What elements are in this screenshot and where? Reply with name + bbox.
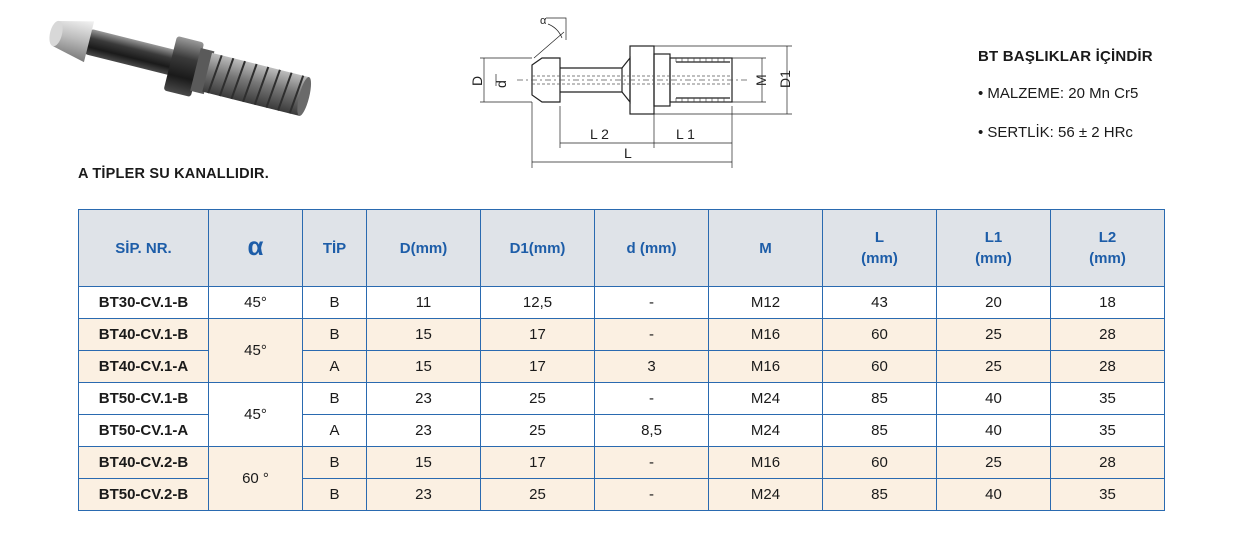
header-d: d (mm) [595, 210, 709, 287]
cell-tip: B [303, 319, 367, 351]
header-tip: TİP [303, 210, 367, 287]
cell-L1: 25 [937, 319, 1051, 351]
L2-label: L 2 [590, 126, 609, 142]
d-label: d [493, 80, 509, 88]
cell-L2: 18 [1051, 287, 1165, 319]
info-heading: BT BAŞLIKLAR İÇİNDİR [978, 48, 1153, 65]
table-row [79, 287, 1165, 319]
cell-D: 23 [367, 415, 481, 447]
header-sip-nr: SİP. NR. [79, 210, 209, 287]
cell-d: - [595, 319, 709, 351]
cell-L2: 35 [1051, 415, 1165, 447]
cell-d: - [595, 383, 709, 415]
cell-M: M16 [709, 447, 823, 479]
header-D: D(mm) [367, 210, 481, 287]
cell-D1: 17 [481, 351, 595, 383]
cell-L1: 40 [937, 415, 1051, 447]
cell-L1: 25 [937, 351, 1051, 383]
L-label: L [624, 145, 632, 161]
cell-angle: 45° [209, 383, 303, 447]
water-channel-note: A TİPLER SU KANALLIDIR. [78, 166, 269, 182]
cell-d: - [595, 287, 709, 319]
header-M: M [709, 210, 823, 287]
cell-d: - [595, 479, 709, 511]
header-alpha [209, 210, 303, 287]
info-block [978, 48, 1153, 163]
cell-L2: 35 [1051, 479, 1165, 511]
cell-d: - [595, 447, 709, 479]
cell-D: 23 [367, 479, 481, 511]
cell-d: 3 [595, 351, 709, 383]
cell-code: BT40-CV.2-B [79, 447, 209, 479]
cell-L: 85 [823, 415, 937, 447]
header-D1: D1(mm) [481, 210, 595, 287]
cell-tip: B [303, 383, 367, 415]
cell-angle: 45° [209, 319, 303, 383]
cell-L1: 20 [937, 287, 1051, 319]
cell-angle: 45° [209, 287, 303, 319]
cell-L: 60 [823, 319, 937, 351]
cell-L: 85 [823, 383, 937, 415]
table-row [79, 319, 1165, 351]
cell-M: M12 [709, 287, 823, 319]
cell-L: 43 [823, 287, 937, 319]
cell-M: M16 [709, 351, 823, 383]
header-L1-label: L1 [984, 229, 1003, 246]
header-L-label: L [874, 229, 885, 246]
cell-tip: A [303, 415, 367, 447]
cell-code: BT50-CV.1-A [79, 415, 209, 447]
cell-L2: 35 [1051, 383, 1165, 415]
cell-L: 60 [823, 351, 937, 383]
cell-M: M24 [709, 415, 823, 447]
cell-M: M24 [709, 479, 823, 511]
cell-D: 23 [367, 383, 481, 415]
cell-D1: 17 [481, 319, 595, 351]
cell-L1: 40 [937, 383, 1051, 415]
material-line: • MALZEME: 20 Mn Cr5 [978, 85, 1139, 102]
cell-D: 11 [367, 287, 481, 319]
cell-D1: 25 [481, 383, 595, 415]
D-label: D [469, 75, 485, 86]
cell-tip: A [303, 351, 367, 383]
cell-L1: 25 [937, 447, 1051, 479]
cell-tip: B [303, 479, 367, 511]
spec-table [78, 209, 1165, 511]
product-photo [30, 20, 330, 145]
cell-D1: 25 [481, 479, 595, 511]
cell-L: 85 [823, 479, 937, 511]
M-label: M [753, 74, 769, 86]
header-row [79, 210, 1165, 287]
header-L1-unit: (mm) [975, 250, 1012, 267]
cell-code: BT50-CV.1-B [79, 383, 209, 415]
header-L2 [1051, 210, 1165, 287]
cell-D: 15 [367, 447, 481, 479]
header-L [823, 210, 937, 287]
L1-label: L 1 [676, 126, 695, 142]
cell-tip: B [303, 287, 367, 319]
cell-D1: 12,5 [481, 287, 595, 319]
table-row [79, 383, 1165, 415]
cell-D1: 25 [481, 415, 595, 447]
cell-M: M24 [709, 383, 823, 415]
technical-drawing [462, 10, 812, 170]
table-row [79, 447, 1165, 479]
header-L2-label: L2 [1098, 229, 1117, 246]
cell-D1: 17 [481, 447, 595, 479]
cell-d: 8,5 [595, 415, 709, 447]
cell-tip: B [303, 447, 367, 479]
cell-L: 60 [823, 447, 937, 479]
cell-code: BT50-CV.2-B [79, 479, 209, 511]
alpha-icon: α [247, 230, 264, 261]
cell-angle: 60 ° [209, 447, 303, 511]
cell-D: 15 [367, 319, 481, 351]
cell-L2: 28 [1051, 319, 1165, 351]
cell-L2: 28 [1051, 447, 1165, 479]
hardness-line: • SERTLİK: 56 ± 2 HRc [978, 124, 1133, 141]
cell-D: 15 [367, 351, 481, 383]
alpha-label: α [540, 15, 547, 27]
cell-code: BT40-CV.1-A [79, 351, 209, 383]
cell-code: BT40-CV.1-B [79, 319, 209, 351]
cell-L1: 40 [937, 479, 1051, 511]
header-L2-unit: (mm) [1089, 250, 1126, 267]
cell-L2: 28 [1051, 351, 1165, 383]
D1-label: D1 [777, 70, 793, 88]
header-L1 [937, 210, 1051, 287]
header-L-unit: (mm) [861, 250, 898, 267]
cell-code: BT30-CV.1-B [79, 287, 209, 319]
cell-M: M16 [709, 319, 823, 351]
